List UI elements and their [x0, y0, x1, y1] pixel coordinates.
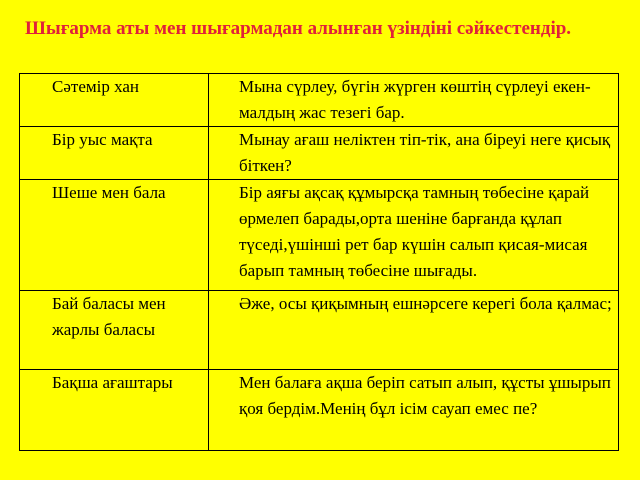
- matching-table: [19, 73, 619, 451]
- work-title-cell: Бай баласы мен жарлы баласы: [20, 291, 209, 370]
- work-title-cell: Бақша ағаштары: [20, 370, 209, 451]
- work-title-cell: Бір уыс мақта: [20, 127, 209, 180]
- table-row: [20, 74, 619, 127]
- work-title-cell: Сәтемір хан: [20, 74, 209, 127]
- table-row: [20, 291, 619, 370]
- table-row: [20, 180, 619, 291]
- table-row: [20, 370, 619, 451]
- excerpt-cell: Мына сүрлеу, бүгін жүрген көштің сүрлеуі екен-малдың жас тезегі бар.: [209, 74, 619, 127]
- excerpt-cell: Әже, осы қиқымның ешнәрсеге керегі бола қалмас;: [209, 291, 619, 370]
- work-title-cell: Шеше мен бала: [20, 180, 209, 291]
- page-title: Шығарма аты мен шығармадан алынған үзіндіні сәйкестендір.: [25, 18, 572, 39]
- excerpt-cell: Бір аяғы ақсақ құмырсқа тамның төбесіне қарай өрмелеп барады,орта шеніне барғанда құлап түседі,үшінші рет бар күшін салып қисая-мисая барып тамның төбесіне шығады.: [209, 180, 619, 291]
- table-row: [20, 127, 619, 180]
- excerpt-cell: Мынау ағаш неліктен тіп-тік, ана біреуі неге қисық біткен?: [209, 127, 619, 180]
- excerpt-cell: Мен балаға ақша беріп сатып алып, құсты ұшырып қоя бердім.Менің бұл ісім сауап емес пе?: [209, 370, 619, 451]
